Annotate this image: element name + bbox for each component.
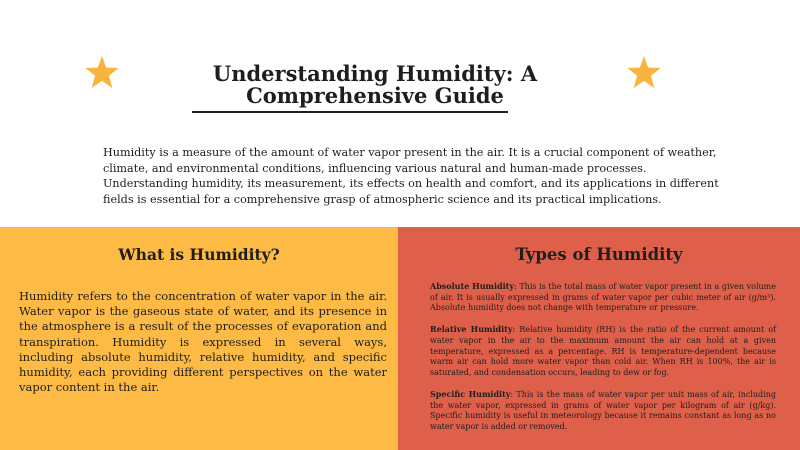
title-underline [192,111,508,113]
humidity-type-item [430,389,776,432]
humidity-type-item [430,324,776,378]
humidity-type-text: : This is the total mass of water vapor present in a given volume of air. It is usually expressed in grams of water vapor per cubic meter of air (g/m³). Absolute humidity does not change with temperature or pressure. [430,282,776,313]
humidity-type-item [430,281,776,314]
page-title: Understanding Humidity: A Comprehensive Guide [212,61,538,108]
humidity-type-text: : Relative humidity (RH) is the ratio of the current amount of water vapor in the air to the maximum amount the air can hold at a given temperature, expressed as a percentage. RH is temperature-dependent because warm air can hold more water vapor than cold air. When RH is 100%, the air is saturated, and condensation occurs, leading to dew or fog. [430,325,776,377]
humidity-types-list [430,281,776,443]
types-of-humidity-panel [398,227,800,450]
star-icon-right [627,56,661,88]
what-is-humidity-heading: What is Humidity? [118,245,280,264]
humidity-type-text: : This is the mass of water vapor per unit mass of air, including the water vapor, expressed in grams of water vapor per kilogram of air (g/kg). Specific humidity is useful in meteorology because it remains constant as long as no water vapor is added or removed. [430,389,776,431]
intro-paragraph: Humidity is a measure of the amount of water vapor present in the air. It is a crucial component of weather, climate, and environmental conditions, influencing various natural and human-made processes. Understanding humidity, its measurement, its effects on health and comfort, and its applications in different fields is essential for a comprehensive grasp of atmospheric science and its practical implications. [103,146,719,206]
humidity-type-term: Absolute Humidity [430,281,515,291]
what-is-humidity-panel [0,227,398,450]
humidity-type-term: Relative Humidity [430,324,513,335]
what-is-humidity-body: Humidity refers to the concentration of water vapor in the air. Water vapor is the gaseous state of water, and its presence in the atmosphere is a result of the processes of evaporation and transpiration. Humidity is expressed in several ways, including absolute humidity, relative humidity, and specific humidity, each providing different perspectives on the water vapor content in the air. [19,289,387,395]
star-icon-left [85,56,119,88]
types-of-humidity-heading: Types of Humidity [515,245,683,264]
humidity-type-term: Specific Humidity [430,388,511,399]
